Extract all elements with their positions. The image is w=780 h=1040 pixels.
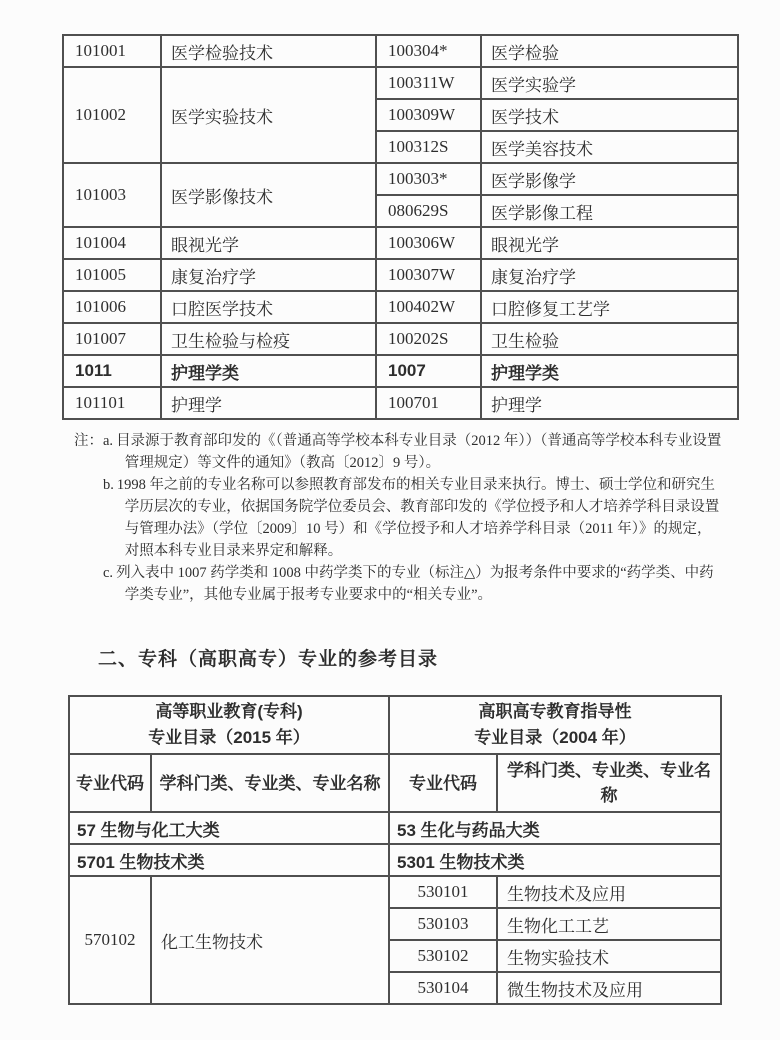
ref-name-cell: 微生物技术及应用 [497,972,721,1004]
ref-code-cell: 100307W [376,259,481,291]
undergrad-table-body [63,35,738,419]
ref-name-cell: 康复治疗学 [481,259,738,291]
major-code-cell: 101003 [63,163,161,227]
ref-name-cell: 医学实验学 [481,67,738,99]
ref-code-cell: 100306W [376,227,481,259]
ref-name-cell: 生物技术及应用 [497,876,721,908]
t2-header-right-line1: 高职高专教育指导性 [478,702,632,721]
major-name-cell: 眼视光学 [161,227,376,259]
t2-header-right-line2: 专业目录（2004 年） [474,728,636,747]
ref-code-cell: 1007 [376,355,481,387]
t2-subheader-name-left: 学科门类、专业类、专业名称 [151,754,389,812]
major-code-cell: 101002 [63,67,161,163]
ref-code-cell: 530101 [389,876,497,908]
major-code-cell: 101001 [63,35,161,67]
ref-code-cell: 100312S [376,131,481,163]
note-marker-c: c. [103,565,114,581]
t2-header-left-line1: 高等职业教育(专科) [155,702,303,721]
table-row [63,291,738,323]
ref-name-cell: 口腔修复工艺学 [481,291,738,323]
ref-name-cell: 卫生检验 [481,323,738,355]
major-name-cell: 护理学 [161,387,376,419]
note-text-c: 列入表中 1007 药学类和 1008 中药学类下的专业（标注△）为报考条件中要求的“药学类、中药学类专业”，其他专业属于报考专业要求中的“相关专业”。 [116,565,714,603]
major-name-cell: 化工生物技术 [151,876,389,1004]
ref-name-cell: 生物化工工艺 [497,908,721,940]
category-cell-left: 57 生物与化工大类 [69,812,389,844]
table-row [63,227,738,259]
ref-code-cell: 100311W [376,67,481,99]
major-name-cell: 医学检验技术 [161,35,376,67]
notes-block [74,430,724,606]
category-cell-right: 5301 生物技术类 [389,844,721,876]
major-code-cell: 101004 [63,227,161,259]
ref-code-cell: 100701 [376,387,481,419]
note-item-c [103,562,724,606]
table-row [63,323,738,355]
ref-name-cell: 医学检验 [481,35,738,67]
major-name-cell: 康复治疗学 [161,259,376,291]
ref-name-cell: 护理学类 [481,355,738,387]
category-cell-left: 5701 生物技术类 [69,844,389,876]
table-row [63,259,738,291]
table-row [69,876,721,908]
note-item-b [103,474,724,562]
t2-subheader-row [69,754,721,812]
note-marker-a: a. [103,433,114,449]
note-text-b: 1998 年之前的专业名称可以参照教育部发布的相关专业目录来执行。博士、硕士学位和研究生学历层次的专业，依据国务院学位委员会、教育部印发的《学位授予和人才培养学科目录设置与管理办法》（学位〔2009〕10 号）和《学位授予和人才培养学科目录（2011 年）》的规定，对照本科专业目录来界定和解释。 [116,477,720,559]
major-name-cell: 医学实验技术 [161,67,376,163]
ref-code-cell: 080629S [376,195,481,227]
ref-code-cell: 100202S [376,323,481,355]
ref-name-cell: 医学影像工程 [481,195,738,227]
ref-code-cell: 530103 [389,908,497,940]
major-code-cell: 101005 [63,259,161,291]
major-name-cell: 护理学类 [161,355,376,387]
t2-subheader-code-left: 专业代码 [69,754,151,812]
ref-name-cell: 眼视光学 [481,227,738,259]
t2-subheader-name-right: 学科门类、专业类、专业名称 [497,754,721,812]
ref-code-cell: 530104 [389,972,497,1004]
ref-code-cell: 100402W [376,291,481,323]
ref-code-cell: 100309W [376,99,481,131]
t2-header-left [69,696,389,754]
section-heading: 二、专科（高职高专）专业的参考目录 [98,649,439,670]
major-name-cell: 医学影像技术 [161,163,376,227]
notes-list [103,430,724,606]
major-name-cell: 口腔医学技术 [161,291,376,323]
ref-name-cell: 医学影像学 [481,163,738,195]
major-code-cell: 101101 [63,387,161,419]
ref-code-cell: 530102 [389,940,497,972]
major-name-cell: 卫生检验与检疫 [161,323,376,355]
t2-header-right [389,696,721,754]
category-cell-right: 53 生化与药品大类 [389,812,721,844]
ref-code-cell: 100304* [376,35,481,67]
ref-name-cell: 护理学 [481,387,738,419]
t2-category-row-1 [69,812,721,844]
major-code-cell: 101006 [63,291,161,323]
t2-subheader-code-right: 专业代码 [389,754,497,812]
notes-label: 注： [74,433,103,449]
ref-name-cell: 生物实验技术 [497,940,721,972]
t2-category-row-2 [69,844,721,876]
ref-name-cell: 医学美容技术 [481,131,738,163]
note-marker-b: b. [103,477,114,493]
table-row [63,387,738,419]
undergrad-major-mapping-table [62,34,739,420]
vocational-major-mapping-table [68,695,722,1005]
major-code-cell: 101007 [63,323,161,355]
ref-code-cell: 100303* [376,163,481,195]
table-row [63,163,738,195]
table-row [63,67,738,99]
t2-header-row [69,696,721,754]
t2-header-left-line2: 专业目录（2015 年） [148,728,310,747]
major-code-cell: 1011 [63,355,161,387]
ref-name-cell: 医学技术 [481,99,738,131]
table-row [63,355,738,387]
note-item-a [103,430,724,474]
note-text-a: 目录源于教育部印发的《（普通高等学校本科专业目录（2012 年））（普通高等学校本科专业设置管理规定）等文件的通知》（教高〔2012〕9 号）。 [116,433,722,471]
major-code-cell: 570102 [69,876,151,1004]
table-row [63,35,738,67]
vocational-table-body [69,696,721,1004]
